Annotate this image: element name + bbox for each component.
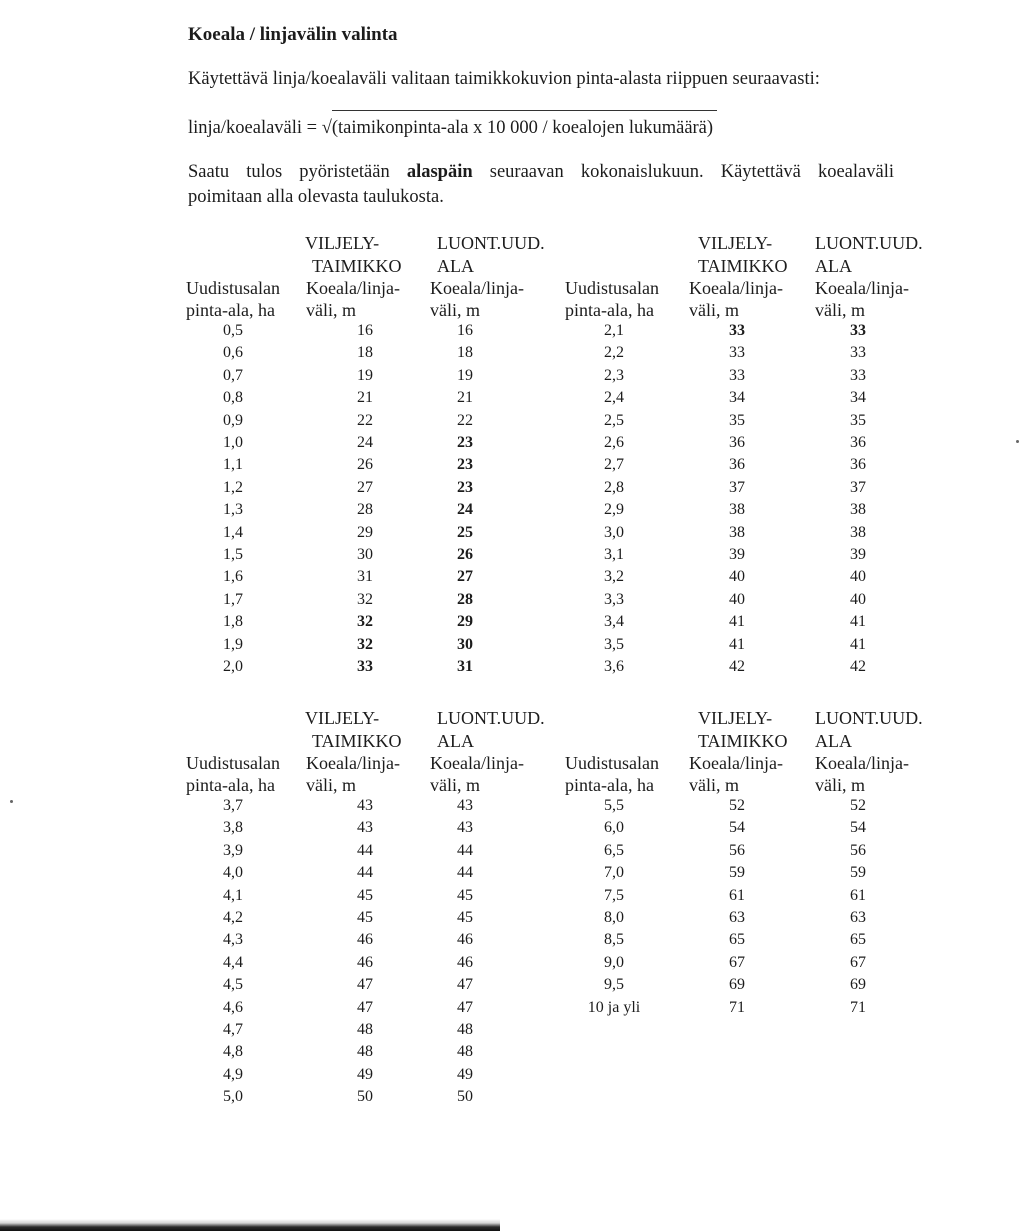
cell-viljely-spacing: 34 [729,389,745,407]
cell-luont-spacing: 61 [850,886,866,904]
header-luont-spacing-line2: väli, m [815,775,865,795]
cell-luont-spacing: 39 [850,546,866,563]
intro-text: Käytettävä linja/koealaväli valitaan taimikkokuvion pinta-alasta riippuen seuraavasti: [188,69,820,89]
cell-viljely-spacing: 29 [357,523,373,541]
cell-luont-spacing: 67 [850,953,866,971]
cell-area: 4,3 [223,931,243,949]
cell-area: 4,0 [223,864,243,882]
cell-area: 2,7 [604,456,624,474]
cell-luont-spacing: 37 [850,478,866,496]
cell-area: 0,6 [223,344,243,362]
cell-area: 2,8 [604,478,624,496]
header-area-line1: Uudistusalan [565,278,659,298]
formula-rhs: (taimikonpinta-ala x 10 000 / koealojen lukumäärä) [331,118,714,138]
cell-luont-spacing: 25 [457,523,473,541]
cell-viljely-spacing: 41 [729,635,745,653]
cell-area: 4,5 [223,976,243,994]
paragraph-part-1: Saatu tulos pyöristetään [188,162,407,182]
cell-luont-spacing: 52 [850,797,866,814]
cell-viljely-spacing: 43 [357,797,373,814]
cell-luont-spacing: 23 [457,434,473,451]
cell-luont-spacing: 33 [850,322,866,339]
cell-luont-spacing: 47 [457,976,473,994]
cell-viljely-spacing: 69 [729,976,745,994]
header-area-line2: pinta-ala, ha [565,775,654,795]
cell-luont-spacing: 45 [457,909,473,926]
cell-luont-spacing: 16 [457,322,473,339]
cell-area: 8,5 [604,931,624,949]
cell-luont-spacing: 54 [850,819,866,837]
cell-area: 3,4 [604,613,624,631]
cell-viljely-spacing: 47 [357,998,373,1016]
cell-viljely-spacing: 40 [729,568,745,586]
header-viljely-line1: VILJELY- [698,233,773,253]
header-viljely-spacing-line1: Koeala/linja- [689,278,783,298]
header-area-line2: pinta-ala, ha [186,775,275,795]
cell-luont-spacing: 43 [457,797,473,814]
cell-area: 3,2 [604,568,624,586]
instruction-paragraph [188,160,894,210]
cell-viljely-spacing: 48 [357,1043,373,1061]
cell-viljely-spacing: 45 [357,886,373,904]
cell-area: 9,5 [604,976,624,994]
cell-luont-spacing: 23 [457,456,473,474]
cell-viljely-spacing: 45 [357,909,373,926]
cell-viljely-spacing: 40 [729,590,745,608]
cell-luont-spacing: 26 [457,546,473,563]
cell-luont-spacing: 46 [457,931,473,949]
cell-area: 4,2 [223,909,243,926]
cell-viljely-spacing: 22 [357,411,373,429]
cell-viljely-spacing: 37 [729,478,745,496]
header-viljely-line2: TAIMIKKO [698,731,788,751]
cell-area: 2,3 [604,366,624,384]
cell-viljely-spacing: 46 [357,931,373,949]
cell-luont-spacing: 46 [457,953,473,971]
cell-area: 5,5 [604,797,624,814]
header-luont-line2: ALA [815,731,852,751]
cell-viljely-spacing: 65 [729,931,745,949]
cell-viljely-spacing: 42 [729,658,745,675]
cell-luont-spacing: 27 [457,568,473,586]
cell-luont-spacing: 33 [850,366,866,384]
cell-luont-spacing: 21 [457,389,473,407]
cell-luont-spacing: 43 [457,819,473,837]
cell-viljely-spacing: 24 [357,434,373,451]
cell-viljely-spacing: 48 [357,1021,373,1038]
cell-area: 3,0 [604,523,624,541]
cell-viljely-spacing: 49 [357,1065,373,1083]
cell-viljely-spacing: 27 [357,478,373,496]
cell-viljely-spacing: 19 [357,366,373,384]
cell-area: 1,7 [223,590,243,608]
header-viljely-spacing-line1: Koeala/linja- [306,278,400,298]
cell-viljely-spacing: 28 [357,501,373,519]
cell-area: 3,1 [604,546,624,563]
scan-speck [1016,440,1019,443]
cell-area: 1,8 [223,613,243,631]
cell-luont-spacing: 30 [457,635,473,653]
cell-luont-spacing: 47 [457,998,473,1016]
header-luont-spacing-line2: väli, m [815,300,865,320]
cell-viljely-spacing: 52 [729,797,745,814]
header-viljely-line2: TAIMIKKO [312,256,402,276]
header-luont-spacing-line1: Koeala/linja- [430,278,524,298]
cell-area: 1,3 [223,501,243,519]
cell-viljely-spacing: 41 [729,613,745,631]
cell-area: 2,0 [223,658,243,675]
cell-luont-spacing: 40 [850,590,866,608]
header-luont-spacing-line1: Koeala/linja- [815,278,909,298]
cell-luont-spacing: 35 [850,411,866,429]
header-luont-line1: LUONT.UUD. [815,233,923,253]
cell-viljely-spacing: 63 [729,909,745,926]
header-area-line2: pinta-ala, ha [565,300,654,320]
cell-area: 10 ja yli [587,998,641,1016]
cell-viljely-spacing: 26 [357,456,373,474]
cell-viljely-spacing: 35 [729,411,745,429]
cell-luont-spacing: 22 [457,411,473,429]
paragraph-line-1 [188,160,894,185]
cell-viljely-spacing: 61 [729,886,745,904]
scan-edge-shadow [0,1219,500,1231]
paragraph-line-2: poimitaan alla olevasta taulukosta. [188,187,444,207]
cell-viljely-spacing: 32 [357,590,373,608]
cell-viljely-spacing: 32 [357,613,373,631]
cell-area: 1,5 [223,546,243,563]
cell-area: 4,8 [223,1043,243,1061]
formula-lhs: linja/koealaväli = [188,118,322,138]
cell-area: 3,7 [223,797,243,814]
cell-luont-spacing: 65 [850,931,866,949]
cell-area: 3,5 [604,635,624,653]
cell-luont-spacing: 33 [850,344,866,362]
paragraph-part-2: seuraavan kokonaislukuun. Käytettävä koealaväli [472,162,894,182]
header-luont-line2: ALA [437,256,474,276]
header-viljely-spacing-line2: väli, m [306,300,356,320]
cell-area: 4,1 [223,886,243,904]
cell-luont-spacing: 42 [850,658,866,675]
cell-area: 3,6 [604,658,624,675]
cell-luont-spacing: 44 [457,841,473,859]
cell-area: 0,9 [223,411,243,429]
header-area-line1: Uudistusalan [186,753,280,773]
header-luont-line2: ALA [437,731,474,751]
cell-area: 9,0 [604,953,624,971]
cell-area: 4,4 [223,953,243,971]
header-viljely-spacing-line1: Koeala/linja- [306,753,400,773]
cell-luont-spacing: 48 [457,1021,473,1038]
cell-area: 4,9 [223,1065,243,1083]
cell-viljely-spacing: 44 [357,864,373,882]
cell-luont-spacing: 48 [457,1043,473,1061]
header-viljely-line2: TAIMIKKO [698,256,788,276]
cell-luont-spacing: 69 [850,976,866,994]
cell-viljely-spacing: 36 [729,456,745,474]
cell-area: 1,9 [223,635,243,653]
cell-area: 7,0 [604,864,624,882]
cell-luont-spacing: 63 [850,909,866,926]
cell-area: 2,4 [604,389,624,407]
cell-viljely-spacing: 32 [357,635,373,653]
cell-viljely-spacing: 67 [729,953,745,971]
cell-viljely-spacing: 44 [357,841,373,859]
cell-viljely-spacing: 56 [729,841,745,859]
paragraph-bold-word: alaspäin [406,162,473,182]
cell-area: 1,1 [223,456,243,474]
cell-luont-spacing: 29 [457,613,473,631]
cell-area: 0,7 [223,366,243,384]
cell-viljely-spacing: 47 [357,976,373,994]
header-luont-spacing-line1: Koeala/linja- [430,753,524,773]
cell-viljely-spacing: 16 [357,322,373,339]
cell-viljely-spacing: 33 [729,344,745,362]
cell-luont-spacing: 49 [457,1065,473,1083]
cell-luont-spacing: 38 [850,501,866,519]
cell-luont-spacing: 28 [457,590,473,608]
cell-area: 1,6 [223,568,243,586]
cell-area: 2,6 [604,434,624,451]
header-viljely-spacing-line2: väli, m [689,300,739,320]
header-luont-spacing-line1: Koeala/linja- [815,753,909,773]
cell-luont-spacing: 23 [457,478,473,496]
cell-luont-spacing: 41 [850,613,866,631]
header-viljely-spacing-line2: väli, m [306,775,356,795]
cell-luont-spacing: 38 [850,523,866,541]
cell-luont-spacing: 19 [457,366,473,384]
cell-area: 2,9 [604,501,624,519]
formula [188,118,713,139]
cell-luont-spacing: 36 [850,456,866,474]
cell-area: 3,9 [223,841,243,859]
cell-area: 3,3 [604,590,624,608]
cell-viljely-spacing: 21 [357,389,373,407]
cell-area: 1,2 [223,478,243,496]
cell-viljely-spacing: 33 [729,322,745,339]
header-luont-spacing-line2: väli, m [430,300,480,320]
cell-area: 8,0 [604,909,624,926]
cell-viljely-spacing: 31 [357,568,373,586]
cell-luont-spacing: 40 [850,568,866,586]
cell-luont-spacing: 44 [457,864,473,882]
header-luont-line1: LUONT.UUD. [815,708,923,728]
cell-viljely-spacing: 59 [729,864,745,882]
cell-viljely-spacing: 18 [357,344,373,362]
header-luont-line2: ALA [815,256,852,276]
cell-area: 1,0 [223,434,243,451]
header-viljely-line2: TAIMIKKO [312,731,402,751]
cell-area: 3,8 [223,819,243,837]
header-luont-line1: LUONT.UUD. [437,708,545,728]
cell-luont-spacing: 36 [850,434,866,451]
header-viljely-spacing-line1: Koeala/linja- [689,753,783,773]
cell-viljely-spacing: 54 [729,819,745,837]
cell-area: 0,5 [223,322,243,339]
cell-viljely-spacing: 71 [729,998,745,1016]
cell-viljely-spacing: 30 [357,546,373,563]
cell-viljely-spacing: 33 [729,366,745,384]
cell-viljely-spacing: 50 [357,1088,373,1106]
header-viljely-line1: VILJELY- [698,708,773,728]
cell-luont-spacing: 31 [457,658,473,675]
header-viljely-line1: VILJELY- [305,233,380,253]
cell-area: 2,5 [604,411,624,429]
header-luont-spacing-line2: väli, m [430,775,480,795]
cell-viljely-spacing: 33 [357,658,373,675]
cell-luont-spacing: 59 [850,864,866,882]
cell-area: 4,6 [223,998,243,1016]
cell-luont-spacing: 41 [850,635,866,653]
cell-area: 5,0 [223,1088,243,1106]
sqrt-symbol: √ [321,118,332,138]
cell-viljely-spacing: 36 [729,434,745,451]
header-luont-line1: LUONT.UUD. [437,233,545,253]
cell-luont-spacing: 24 [457,501,473,519]
cell-area: 4,7 [223,1021,243,1038]
cell-area: 2,2 [604,344,624,362]
cell-luont-spacing: 50 [457,1088,473,1106]
cell-area: 0,8 [223,389,243,407]
cell-luont-spacing: 56 [850,841,866,859]
scan-speck [10,800,13,803]
cell-viljely-spacing: 46 [357,953,373,971]
cell-luont-spacing: 45 [457,886,473,904]
header-viljely-line1: VILJELY- [305,708,380,728]
formula-radical [322,118,713,139]
cell-area: 1,4 [223,523,243,541]
header-area-line1: Uudistusalan [565,753,659,773]
header-area-line1: Uudistusalan [186,278,280,298]
page-title: Koeala / linjavälin valinta [188,24,398,45]
cell-area: 7,5 [604,886,624,904]
header-area-line2: pinta-ala, ha [186,300,275,320]
cell-luont-spacing: 71 [850,998,866,1016]
cell-viljely-spacing: 38 [729,501,745,519]
cell-viljely-spacing: 39 [729,546,745,563]
cell-viljely-spacing: 43 [357,819,373,837]
cell-area: 6,5 [604,841,624,859]
cell-luont-spacing: 34 [850,389,866,407]
cell-area: 6,0 [604,819,624,837]
header-viljely-spacing-line2: väli, m [689,775,739,795]
cell-viljely-spacing: 38 [729,523,745,541]
cell-luont-spacing: 18 [457,344,473,362]
cell-area: 2,1 [604,322,624,339]
